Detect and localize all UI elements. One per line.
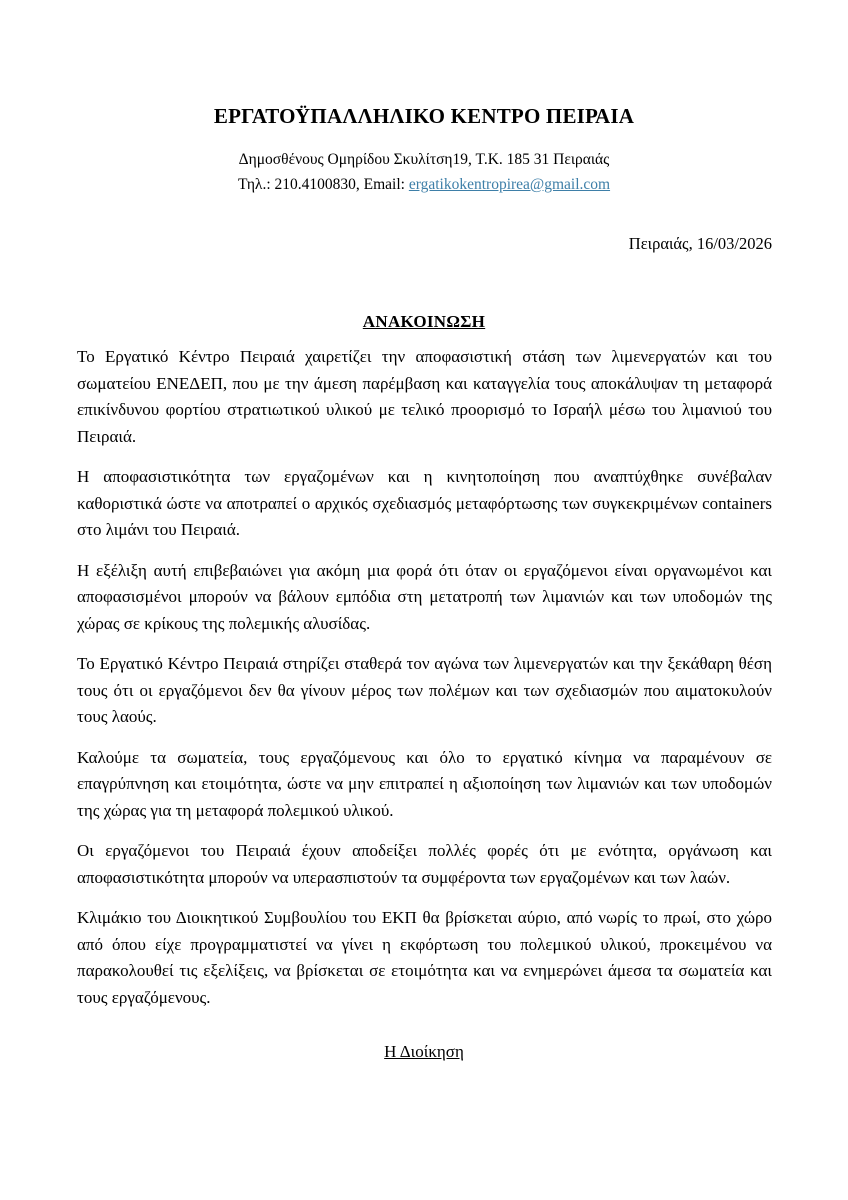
paragraph: Το Εργατικό Κέντρο Πειραιά χαιρετίζει την αποφασιστική στάση των λιμενεργατών και του σωματείου ΕΝΕΔΕΠ, που με την άμεση παρέμβαση και καταγγελία τους αποκάλυψαν τη μεταφορά επικίνδυνου φορτίου στρατιωτικού υλικού με τελικό προορισμό το Ισραήλ μέσω του λιμανιού του Πειραιά. bbox=[77, 347, 772, 446]
organization-title: ΕΡΓΑΤΟΫΠΑΛΛΗΛΙΚΟ ΚΕΝΤΡΟ ΠΕΙΡΑΙΑ bbox=[213, 104, 635, 128]
signature: Η Διοίκηση bbox=[384, 1042, 464, 1061]
document-date: Πειραιάς, 16/03/2026 bbox=[628, 234, 772, 253]
announcement-heading: ΑΝΑΚΟΙΝΩΣΗ bbox=[362, 312, 486, 331]
address-block bbox=[0, 147, 848, 197]
paragraph: Η εξέλιξη αυτή επιβεβαιώνει για ακόμη μια φορά ότι όταν οι εργαζόμενοι είναι οργανωμένοι και αποφασισμένοι μπορούν να βάλουν εμπόδια στη μετατροπή των λιμανιών και των υποδομών της χώρας σε κρίκους της πολεμικής αλυσίδας. bbox=[77, 560, 772, 633]
paragraph: Το Εργατικό Κέντρο Πειραιά στηρίζει σταθερά τον αγώνα των λιμενεργατών και την ξεκάθαρη θέση τους ότι οι εργαζόμενοι δεν θα γίνουν μέρος των πολέμων και των σχεδιασμών που αιματοκυλούν τους λαούς. bbox=[77, 654, 772, 726]
email-link[interactable]: ergatikokentropirea@gmail.com bbox=[408, 176, 611, 193]
announcement-body bbox=[77, 344, 772, 1025]
address-line: Δημοσθένους Ομηρίδου Σκυλίτση19, Τ.Κ. 185 31 Πειραιάς bbox=[238, 151, 610, 168]
paragraph: Καλούμε τα σωματεία, τους εργαζόμενους και όλο το εργατικό κίνημα να παραμένουν σε επαγρύπνηση και ετοιμότητα, ώστε να μην επιτραπεί η αξιοποίηση των λιμανιών και των υποδομών της χώρας για τη μεταφορά πολεμικού υλικού. bbox=[77, 747, 772, 820]
paragraph: Η αποφασιστικότητα των εργαζομένων και η κινητοποίηση που αναπτύχθηκε συνέβαλαν καθοριστικά ώστε να αποτραπεί ο αρχικός σχεδιασμός μεταφόρτωσης των συγκεκριμένων containers στο λιμάνι του Πειραιά. bbox=[77, 467, 772, 539]
contact-prefix: Τηλ.: 210.4100830, Email: bbox=[237, 176, 409, 193]
paragraph: Κλιμάκιο του Διοικητικού Συμβουλίου του ΕΚΠ θα βρίσκεται αύριο, από νωρίς το πρωί, στο χώρο από όπου είχε προγραμματιστεί να γίνει η εκφόρτωση του πολεμικού υλικού, προκειμένου να παρακολουθεί τις εξελίξεις, να βρίσκεται σε ετοιμότητα και να ενημερώνει άμεσα τα σωματεία και τους εργαζόμενους. bbox=[77, 908, 772, 1007]
paragraph: Οι εργαζόμενοι του Πειραιά έχουν αποδείξει πολλές φορές ότι με ενότητα, οργάνωση και αποφασιστικότητα μπορούν να υπερασπιστούν τα συμφέροντα των εργαζομένων και των λαών. bbox=[77, 841, 772, 887]
contact-line bbox=[0, 172, 848, 197]
